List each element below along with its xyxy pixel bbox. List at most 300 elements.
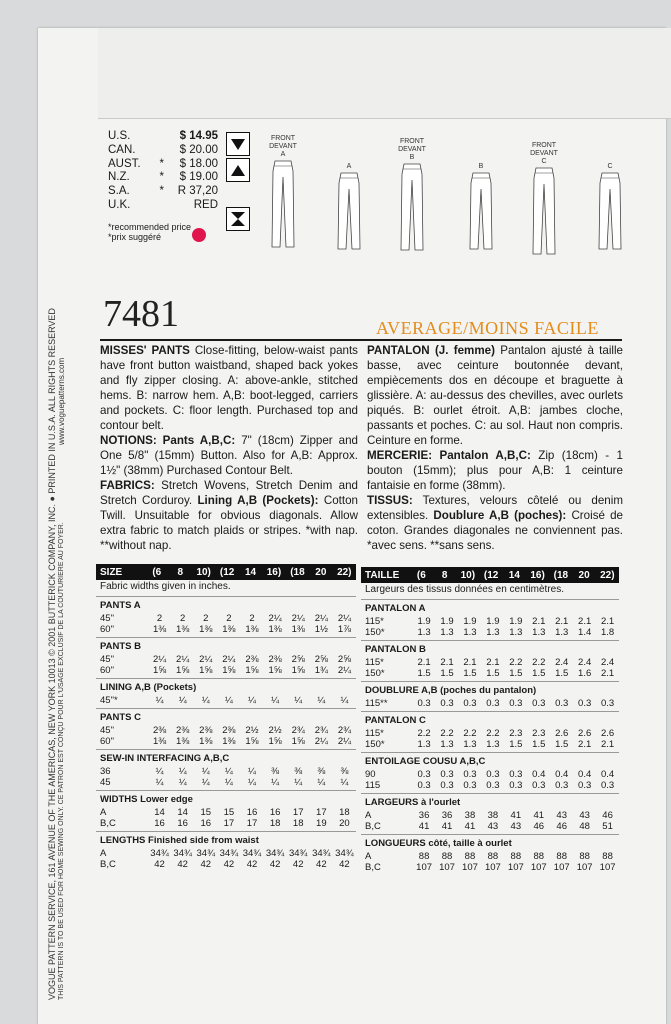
section-title: LINING A,B (Pockets) [100, 682, 197, 693]
table-cell: 41 [441, 821, 453, 832]
table-cell: 2¼ [291, 613, 305, 624]
red-price-dot-icon [192, 228, 206, 242]
table-row [361, 769, 619, 780]
table-cell: ¼ [178, 766, 187, 777]
table-cell: 2 [249, 613, 255, 624]
table-cell: 34¾ [196, 848, 216, 859]
pants-figure [334, 155, 364, 254]
table-header: TAILLE (6 8 10) (12 14 16) (18 20 22) [361, 567, 619, 583]
price-note-fr: *prix suggéré [108, 232, 162, 242]
table-cell: 16 [154, 818, 165, 829]
en-fabrics-heading: FABRICS: [100, 479, 155, 492]
size-label: 10) [460, 569, 476, 581]
table-cell: 0.3 [440, 769, 454, 780]
table-cell: ¼ [317, 777, 326, 788]
table-cell: 1⅜ [268, 624, 282, 635]
table-cell: 18 [292, 818, 304, 829]
table-cell: 1.5 [555, 668, 569, 679]
table-cell: 88 [510, 851, 522, 862]
section-divider [96, 749, 356, 750]
table-cell: 34¾ [265, 848, 285, 859]
section-title: PANTS C [100, 712, 141, 723]
table-cell: 88 [579, 851, 590, 862]
table-row [96, 624, 356, 635]
section-divider [361, 640, 619, 641]
table-cell: 41 [418, 821, 430, 832]
table-cell: 2.4 [555, 657, 569, 668]
table-cell: 1⅝ [291, 736, 305, 747]
section-divider [361, 599, 619, 600]
table-cell: 43 [579, 810, 590, 821]
table-cell: 1⅜ [152, 736, 167, 747]
table-row [361, 657, 619, 668]
section-divider [96, 637, 356, 638]
table-cell: 1.3 [509, 627, 523, 638]
section-title: LENGTHS Finished side from waist [100, 835, 259, 846]
table-cell: 2¼ [152, 654, 167, 665]
table-cell: 43 [487, 821, 499, 832]
table-note: Largeurs des tissus données en centimètres. [365, 584, 564, 595]
table-cell: 0.3 [417, 769, 431, 780]
table-cell: 2⅜ [222, 725, 236, 736]
table-cell: 1.3 [555, 627, 569, 638]
row-label: 60" [100, 736, 114, 747]
pants-sketch-icon [529, 166, 559, 256]
table-cell: 2⅜ [176, 725, 190, 736]
table-cell: 42 [339, 859, 350, 870]
row-label: B,C [365, 821, 381, 832]
figure-letter: A [346, 163, 352, 170]
section-title: WIDTHS Lower edge [100, 794, 193, 805]
table-cell: 18 [339, 807, 350, 818]
table-row [361, 739, 619, 750]
size-label: (18 [553, 569, 569, 581]
price-value: R 37,20 [177, 185, 218, 198]
pants-figure [595, 155, 625, 254]
table-cell: 107 [576, 862, 593, 873]
table-cell: 0.4 [578, 769, 592, 780]
table-cell: ¼ [201, 695, 210, 706]
table-cell: 1¾ [314, 665, 328, 676]
table-row [361, 821, 619, 832]
side-legal-text-2: THIS PATTERN IS TO BE USED FOR HOME SEWING ONLY. CE PATRON EST CONÇU POUR L'USAGE EXCLUSIF DE LA COUTURIERE AU FOYER. [58, 522, 65, 1000]
yardage-table-fr [361, 567, 619, 873]
table-cell: 2.3 [509, 728, 523, 739]
price-value: $ 20.00 [179, 143, 218, 156]
price-row [108, 185, 218, 199]
table-cell: 1⅝ [245, 736, 259, 747]
table-cell: 0.3 [532, 698, 546, 709]
side-legal-text-1: VOGUE PATTERN SERVICE, 161 AVENUE OF THE AMERICAS, NEW YORK 10013 © 2001 BUTTERICK COMPANY, INC. ● PRINTED IN U.S.A. ALL RIGHTS RESERVED [47, 308, 57, 1000]
table-cell: 0.4 [555, 769, 569, 780]
table-row [96, 766, 356, 777]
table-cell: 15 [200, 807, 212, 818]
price-value: $ 19.00 [179, 171, 218, 184]
table-cell: 1.9 [486, 616, 500, 627]
table-cell: 2.1 [555, 616, 569, 627]
table-cell: 42 [316, 859, 327, 870]
table-cell: 1.6 [578, 668, 592, 679]
table-cell: 2¼ [337, 613, 352, 624]
section-title: PANTS B [100, 641, 141, 652]
table-cell: 48 [579, 821, 590, 832]
row-label: A [100, 807, 107, 818]
envelope-flap [98, 28, 671, 119]
price-star: * [159, 171, 164, 184]
row-label: A [365, 810, 372, 821]
price-star [144, 144, 168, 158]
table-row [361, 627, 619, 638]
table-cell: 51 [602, 821, 613, 832]
table-cell: 0.3 [463, 698, 477, 709]
table-cell: 46 [533, 821, 545, 832]
table-cell: 88 [602, 851, 613, 862]
section-divider [361, 793, 619, 794]
size-label: 14 [508, 569, 520, 581]
table-cell: 1.5 [532, 668, 546, 679]
en-title: MISSES' PANTS [100, 344, 190, 357]
table-cell: 42 [246, 859, 258, 870]
table-row [361, 698, 619, 709]
table-cell: 14 [177, 807, 188, 818]
table-cell: ¼ [224, 766, 233, 777]
section-title: LARGEURS à l'ourlet [365, 797, 461, 808]
table-cell: 34¾ [288, 848, 308, 859]
table-cell: 0.3 [486, 769, 500, 780]
table-cell: ¼ [271, 695, 280, 706]
row-label: 115* [365, 728, 384, 739]
table-cell: 41 [510, 810, 522, 821]
table-cell: 36 [441, 810, 453, 821]
row-label: 115* [365, 657, 384, 668]
yardage-table-en [96, 564, 356, 870]
size-label: 20 [578, 569, 590, 581]
section-title: PANTALON A [365, 603, 426, 614]
pattern-number: 7481 [103, 293, 179, 335]
fr-notions: Zip (18cm) - 1 bouton (15mm); plus pour A,B: 1 ceinture fantaisie en forme (38mm). [367, 449, 623, 492]
table-cell: 20 [339, 818, 350, 829]
table-note: Fabric widths given in inches. [100, 581, 231, 592]
table-cell: 1.5 [463, 668, 477, 679]
table-cell: 2⅝ [291, 654, 305, 665]
table-row [96, 777, 356, 788]
table-cell: 2.6 [555, 728, 569, 739]
table-cell: 2¼ [176, 654, 190, 665]
table-row [361, 810, 619, 821]
price-country: N.Z. [108, 171, 130, 184]
price-row [108, 171, 218, 185]
row-label: A [365, 851, 372, 862]
table-cell: 1.3 [486, 739, 500, 750]
table-row [96, 736, 356, 747]
table-cell: 2 [180, 613, 186, 624]
row-label: 90 [365, 769, 376, 780]
figure-letter: C [541, 158, 547, 165]
table-cell: 42 [200, 859, 212, 870]
price-row [108, 199, 218, 213]
table-cell: 1⅜ [199, 736, 213, 747]
table-cell: 2.2 [532, 657, 546, 668]
row-label: 115 [365, 780, 381, 791]
table-cell: 0.3 [417, 780, 431, 791]
table-cell: ¼ [271, 777, 280, 788]
pants-figure [466, 155, 496, 254]
table-cell: 2⅜ [199, 725, 213, 736]
table-cell: ¼ [340, 695, 349, 706]
table-cell: 2½ [268, 725, 282, 736]
table-cell: 0.3 [532, 780, 546, 791]
en-lining: Cotton Twill. Unsuitable for obvious diagonals. Allow extra fabric to match plaids or stripes. *with nap. **without nap. [100, 494, 358, 552]
table-cell: 2¼ [337, 736, 352, 747]
table-cell: 0.3 [578, 780, 592, 791]
table-cell: 1.9 [463, 616, 477, 627]
table-cell: 41 [533, 810, 545, 821]
size-label: (6 [416, 569, 426, 581]
table-cell: 1⅝ [268, 736, 282, 747]
row-label: 45"* [100, 695, 118, 706]
table-cell: 2⅝ [314, 654, 328, 665]
table-cell: 34¾ [242, 848, 262, 859]
size-label: 16) [266, 566, 282, 578]
table-cell: 1.3 [486, 627, 500, 638]
table-cell: 42 [154, 859, 165, 870]
table-cell: 2.1 [600, 616, 615, 627]
table-cell: 0.3 [600, 780, 615, 791]
size-label: (18 [290, 566, 305, 578]
table-cell: ¼ [155, 695, 164, 706]
price-star: * [159, 157, 164, 170]
table-cell: 107 [553, 862, 570, 873]
price-star: * [159, 185, 164, 198]
section-title: PANTS A [100, 600, 141, 611]
table-cell: 2¾ [291, 725, 305, 736]
table-cell: ¼ [155, 766, 164, 777]
table-cell: 42 [177, 859, 188, 870]
price-star [144, 199, 168, 213]
size-label: 14 [244, 566, 257, 578]
table-row [96, 807, 356, 818]
section-title: ENTOILAGE COUSU A,B,C [365, 756, 486, 767]
en-notions-heading: NOTIONS: Pants A,B,C: [100, 434, 236, 447]
table-cell: 36 [418, 810, 430, 821]
price-value: $ 18.00 [179, 157, 218, 170]
table-cell: 2⅜ [268, 654, 282, 665]
fr-lining: Croisé de coton. Grandes diagonales ne conviennent pas. *avec sens. **sans sens. [367, 509, 623, 552]
fr-fabrics-heading: TISSUS: [367, 494, 413, 507]
pants-sketch-icon [595, 171, 625, 251]
table-cell: 1.3 [417, 739, 431, 750]
table-cell: 2¼ [314, 736, 328, 747]
section-title: PANTALON C [365, 715, 426, 726]
table-cell: 17 [223, 818, 235, 829]
table-cell: 43 [556, 810, 567, 821]
table-cell: 1.5 [509, 668, 523, 679]
table-cell: 16 [200, 818, 212, 829]
size-label: 22) [600, 569, 615, 581]
size-label: 16) [530, 569, 545, 581]
table-cell: 2¼ [337, 665, 352, 676]
table-cell: ¼ [178, 695, 187, 706]
row-label: B,C [365, 862, 381, 873]
fr-fabrics: Textures, velours côtelé ou denim extensibles. [367, 494, 623, 522]
table-cell: 2.1 [440, 657, 454, 668]
price-row [108, 130, 218, 144]
table-cell: ¼ [224, 777, 233, 788]
row-label: A [100, 848, 107, 859]
size-label: (6 [152, 566, 162, 578]
table-row [361, 616, 619, 627]
price-note-en: *recommended price [108, 222, 192, 232]
price-country: AUST. [108, 157, 141, 170]
section-divider [96, 831, 356, 832]
row-label: 36 [100, 766, 111, 777]
table-cell: 0.3 [600, 698, 615, 709]
pants-sketch-icon [397, 162, 427, 252]
table-cell: 1⅝ [176, 665, 190, 676]
table-cell: ¼ [248, 777, 256, 788]
table-cell: ¼ [178, 777, 187, 788]
table-cell: 2½ [245, 725, 259, 736]
size-label: 8 [441, 569, 448, 581]
table-cell: 1.5 [555, 739, 569, 750]
table-cell: 0.3 [555, 698, 569, 709]
en-notions: 7" (18cm) Zipper and One 5/8" (15mm) Button. Also for A,B: Approx. 1½" (38mm) Purchased Contour Belt. [100, 434, 358, 477]
size-label: 20 [315, 566, 327, 578]
size-label: (12 [483, 569, 499, 581]
table-row [361, 851, 619, 862]
section-divider [361, 711, 619, 712]
row-label: 45 [100, 777, 111, 788]
table-cell: 1.3 [417, 627, 431, 638]
price-row [108, 144, 218, 158]
size-label: 10) [196, 566, 211, 578]
row-label: 115** [365, 698, 388, 709]
row-label: 45" [100, 613, 114, 624]
hourglass-icon [226, 207, 250, 231]
table-cell: 42 [223, 859, 235, 870]
table-cell: 2⅜ [245, 654, 259, 665]
table-cell: 2.2 [463, 728, 477, 739]
top-rule [100, 339, 622, 341]
table-cell: 2.2 [486, 728, 500, 739]
table-cell: 107 [507, 862, 524, 873]
table-cell: 1⅜ [222, 624, 236, 635]
table-cell: 34¾ [312, 848, 331, 859]
table-cell: 0.3 [486, 698, 500, 709]
table-cell: 2.6 [578, 728, 592, 739]
table-cell: 1.3 [440, 739, 454, 750]
table-cell: 1⅜ [152, 624, 167, 635]
table-cell: 16 [177, 818, 188, 829]
table-cell: 2.2 [417, 728, 431, 739]
table-cell: 107 [416, 862, 433, 873]
section-divider [96, 596, 356, 597]
section-title: LONGUEURS côté, taille à ourlet [365, 838, 512, 849]
figure-label: FRONT DEVANT [398, 138, 426, 153]
table-cell: 2⅜ [152, 725, 167, 736]
figure-label: FRONT DEVANT [530, 142, 558, 157]
table-cell: 1.4 [578, 627, 592, 638]
table-cell: ⅜ [340, 766, 349, 777]
price-country: CAN. [108, 143, 136, 156]
table-row [361, 728, 619, 739]
table-cell: 42 [269, 859, 281, 870]
pants-sketch-icon [268, 159, 298, 249]
table-cell: 107 [530, 862, 547, 873]
figure-label [595, 155, 625, 163]
figure-letter: C [607, 163, 613, 170]
table-row [96, 848, 356, 859]
table-cell: 107 [484, 862, 501, 873]
table-cell: 17 [246, 818, 258, 829]
table-cell: 14 [154, 807, 165, 818]
table-cell: 2.1 [417, 657, 431, 668]
pants-figure [397, 138, 427, 255]
price-value: RED [193, 198, 218, 211]
table-cell: 0.3 [463, 780, 477, 791]
table-cell: 0.3 [486, 780, 500, 791]
table-cell: 0.3 [555, 780, 569, 791]
table-cell: 0.3 [509, 698, 523, 709]
table-cell: 2¼ [268, 613, 282, 624]
figure-label: FRONT DEVANT [269, 135, 297, 150]
section-divider [361, 681, 619, 682]
table-cell: 1.5 [440, 668, 454, 679]
table-cell: 88 [556, 851, 567, 862]
table-cell: ¼ [224, 695, 233, 706]
table-cell: 43 [510, 821, 522, 832]
table-cell: 2.1 [600, 739, 615, 750]
table-cell: 2.1 [532, 616, 546, 627]
table-cell: 17 [316, 807, 327, 818]
section-title: PANTALON B [365, 644, 426, 655]
fr-body: Pantalon ajusté à taille basse, avec ceinture boutonnée devant, empiècements dos en découpe et braguette à glissière. A: au-dessus des chevilles, avec ourlets piqués. B: ourlet étroit. A,B: jambes cloche, passants et poches. C: au sol. Haut non compris. Ceinture en forme. [367, 344, 623, 447]
row-label: 60" [100, 624, 114, 635]
price-row [108, 158, 218, 172]
pants-figure [268, 135, 298, 252]
row-label: 150* [365, 627, 385, 638]
table-cell: 2.4 [600, 657, 615, 668]
table-cell: 1⅜ [199, 624, 213, 635]
table-cell: ⅜ [294, 766, 303, 777]
table-cell: 0.3 [578, 698, 592, 709]
figure-letter: B [409, 154, 415, 161]
table-cell: ¼ [155, 777, 164, 788]
section-title: DOUBLURE A,B (poches du pantalon) [365, 685, 537, 696]
table-cell: ¼ [248, 766, 256, 777]
table-cell: 1⅜ [176, 624, 190, 635]
table-cell: 107 [599, 862, 616, 873]
table-cell: 19 [316, 818, 327, 829]
table-cell: 1⅝ [291, 665, 305, 676]
table-cell: 1.5 [509, 739, 523, 750]
table-cell: 2.1 [600, 668, 615, 679]
table-cell: 2¾ [337, 725, 352, 736]
table-cell: 38 [487, 810, 499, 821]
table-cell: 34¾ [173, 848, 192, 859]
table-cell: 1.3 [440, 627, 454, 638]
figure-label [334, 155, 364, 163]
price-country: U.S. [108, 130, 131, 142]
table-cell: ⅜ [317, 766, 326, 777]
fr-lining-heading: Doublure A,B (poches): [433, 509, 567, 522]
table-cell: 2.1 [578, 739, 592, 750]
table-cell: 1⅜ [176, 736, 190, 747]
section-title: SEW-IN INTERFACING A,B,C [100, 753, 230, 764]
table-cell: 2 [203, 613, 209, 624]
table-cell: 46 [602, 810, 613, 821]
en-body: Close-fitting, below-waist pants have front button waistband, shaped back yokes and fly zipper closing. A: above-ankle, stitched hems. B: narrow hem. A,B: boot-legged, carriers and pockets. C: floor length. Purchased top and contour belt. [100, 344, 358, 432]
